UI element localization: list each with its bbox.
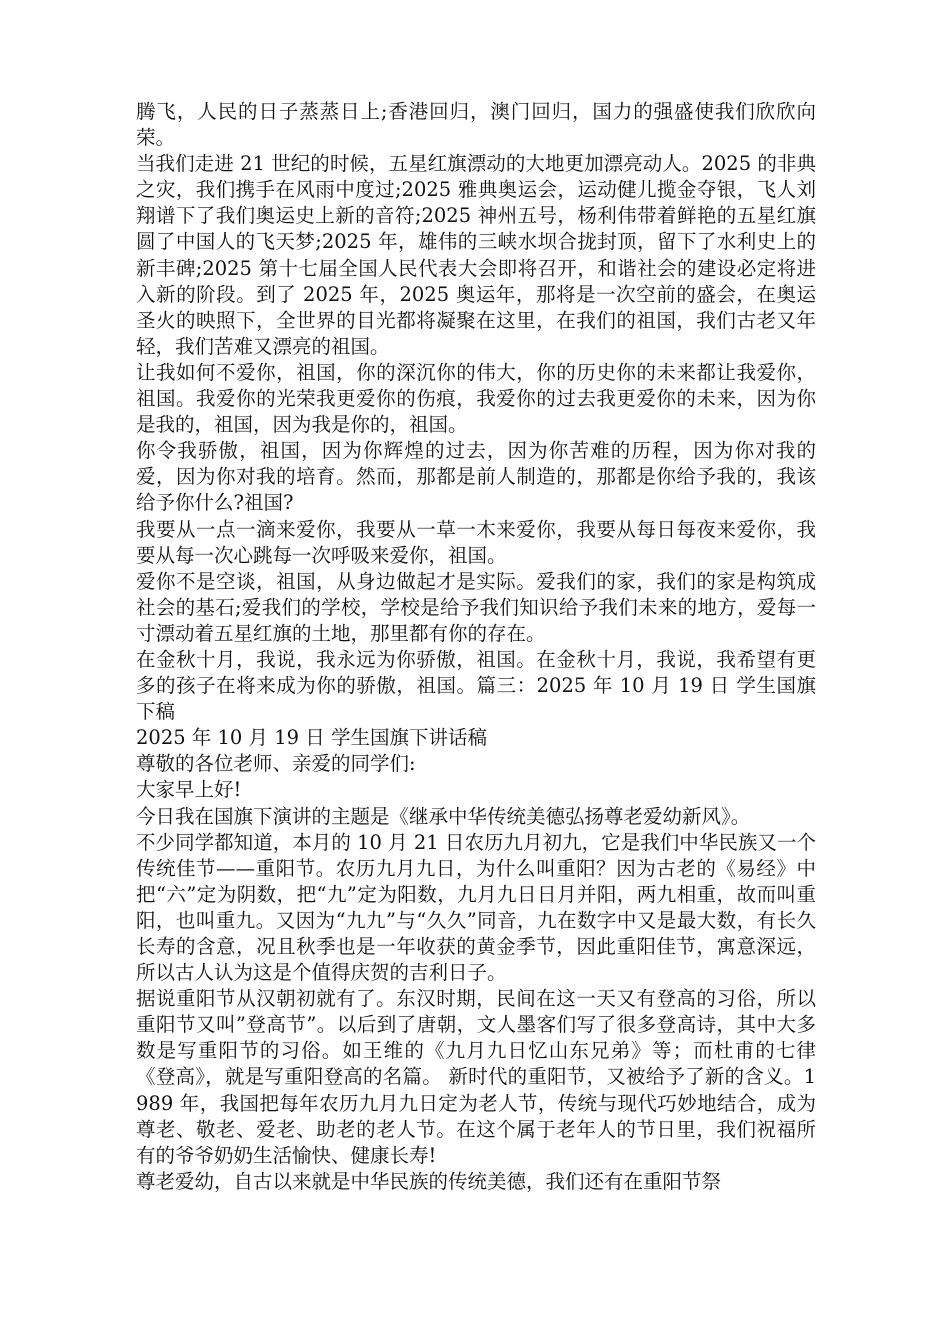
paragraph: 当我们走进 21 世纪的时候，五星红旗漂动的大地更加漂亮动人。2025 的非典之灾，我们携手在风雨中度过;2025 雅典奥运会，运动健儿揽金夺银，飞人刘翔谱下了我们奥运史上新的音符;2025 神州五号，杨利伟带着鲜艳的五星红旗圆了中国人的飞天梦;2025 年，雄伟的三峡水坝合拢封顶，留下了水利史上的新丰碑;2025 第十七届全国人民代表大会即将召开，和谐社会的建设必定将进入新的阶段。到了 2025 年，2025 奥运年，那将是一次空前的盛会，在奥运圣火的映照下，全世界的目光都将凝聚在这里，在我们的祖国，我们古老又年轻，我们苦难又漂亮的祖国。: [136, 152, 816, 358]
paragraph: 我要从一点一滴来爱你，我要从一草一木来爱你，我要从每日每夜来爱你，我要从每一次心跳每一次呼吸来爱你，祖国。: [136, 517, 816, 567]
salutation: 尊敬的各位老师、亲爱的同学们:: [136, 752, 416, 776]
paragraph: 不少同学都知道，本月的 10 月 21 日农历九月初九，它是我们中华民族又一个传统佳节——重阳节。农历九月九日，为什么叫重阳？因为古老的《易经》中把“六”定为阴数，把“九”定为阳数，九月九日日月并阳，两九相重，故而叫重阳，也叫重九。又因为“九九”与“久久”同音，九在数字中又是最大数，有长久长寿的含意，况且秋季也是一年收获的黄金季节，因此重阳佳节，寓意深远，所以古人认为这是个值得庆贺的吉利日子。: [136, 830, 816, 985]
paragraph: 爱你不是空谈，祖国，从身边做起才是实际。爱我们的家，我们的家是构筑成社会的基石;爱我们的学校，学校是给予我们知识给予我们未来的地方，爱每一寸漂动着五星红旗的土地，那里都有你的存在。: [136, 569, 816, 645]
paragraph: 尊老爱幼，自古以来就是中华民族的传统美德，我们还有在重阳节祭: [136, 1169, 722, 1193]
paragraph: 据说重阳节从汉朝初就有了。东汉时期，民间在这一天又有登高的习俗，所以重阳节又叫”登高节”。以后到了唐朝，文人墨客们写了很多登高诗，其中大多数是写重阳节的习俗。如王维的《九月九日忆山东兄弟》等；而杜甫的七律《登高》，就是写重阳登高的名篇。 新时代的重阳节，又被给予了新的含义。1989 年，我国把每年农历九月九日定为老人节，传统与现代巧妙地结合，成为尊老、敬老、爱老、助老的老人节。在这个属于老年人的节日里，我们祝福所有的爷爷奶奶生活愉快、健康长寿!: [136, 987, 816, 1167]
paragraph: 今日我在国旗下演讲的主题是《继承中华传统美德弘扬尊老爱幼新风》。: [136, 804, 751, 828]
paragraph: 腾飞，人民的日子蒸蒸日上;香港回归，澳门回归，国力的强盛使我们欣欣向荣。: [136, 100, 816, 150]
document-page: [136, 99, 816, 1195]
paragraph: 在金秋十月，我说，我永远为你骄傲，祖国。在金秋十月，我说，我希望有更多的孩子在将来成为你的骄傲，祖国。篇三：2025 年 10 月 19 日 学生国旗下稿: [136, 647, 816, 724]
paragraph: 让我如何不爱你，祖国，你的深沉你的伟大，你的历史你的未来都让我爱你，祖国。我爱你的光荣我更爱你的伤痕，我爱你的过去我更爱你的未来，因为你是我的，祖国，因为我是你的，祖国。: [136, 360, 816, 437]
paragraph: 你令我骄傲，祖国，因为你辉煌的过去，因为你苦难的历程，因为你对我的爱，因为你对我的培育。然而，那都是前人制造的，那都是你给予我的，我该给予你什么?祖国?: [136, 439, 816, 515]
greeting: 大家早上好!: [136, 778, 242, 802]
speech-title: 2025 年 10 月 19 日 学生国旗下讲话稿: [136, 726, 487, 750]
